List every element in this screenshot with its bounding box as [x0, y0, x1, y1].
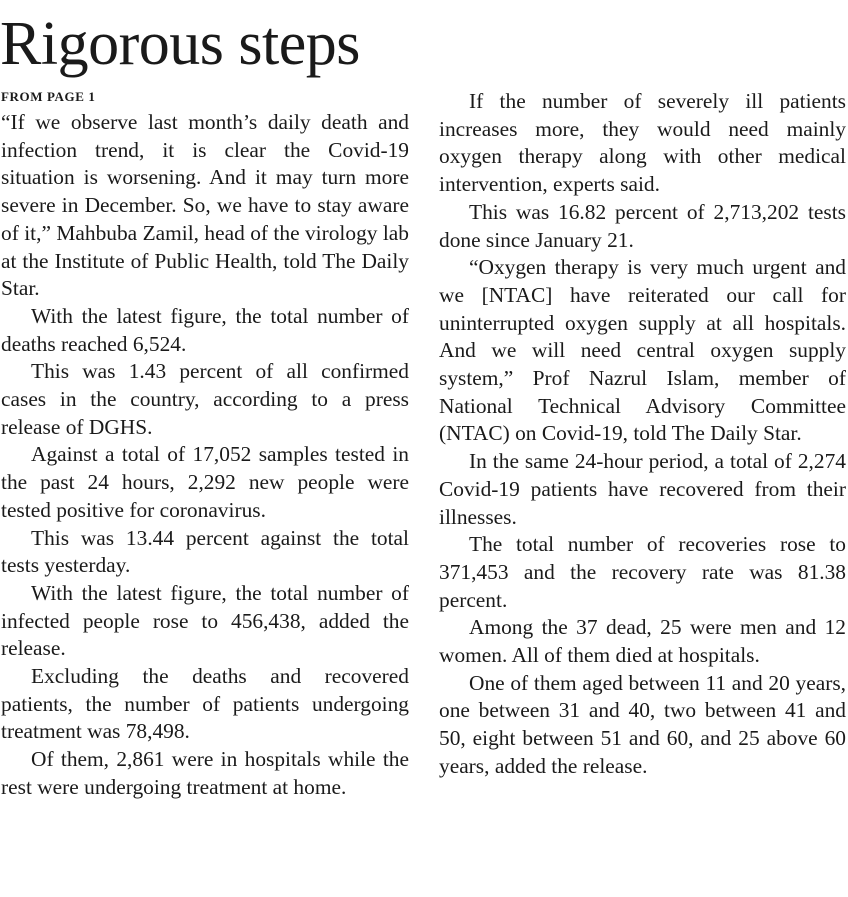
paragraph: This was 13.44 percent against the total tests yesterday. [1, 525, 409, 578]
paragraph: “If we observe last month’s daily death and infection trend, it is clear the Covid-19 situation is worsening. And it may turn more severe in December. So, we have to stay aware of it,” Mahbuba Zamil, head of the virology lab at the Institute of Public Health, told The Daily Star. [1, 110, 409, 301]
paragraph: This was 1.43 percent of all confirmed cases in the country, according to a press release of DGHS. [1, 359, 409, 439]
paragraph: In the same 24-hour period, a total of 2,274 Covid-19 patients have recovered from their illnesses. [439, 449, 846, 529]
paragraph: “Oxygen therapy is very much urgent and we [NTAC] have reiterated our call for uninterrupted oxygen supply at all hospitals. And we will need central oxygen supply system,” Prof Nazrul Islam, member of National Technical Advisory Committee (NTAC) on Covid-19, told The Daily Star. [439, 255, 846, 446]
paragraph: The total number of recoveries rose to 371,453 and the recovery rate was 81.38 percent. [439, 532, 846, 612]
paragraph: Of them, 2,861 were in hospitals while the rest were undergoing treatment at home. [1, 747, 409, 799]
left-column [1, 109, 409, 802]
paragraph: Against a total of 17,052 samples tested in the past 24 hours, 2,292 new people were tested positive for coronavirus. [1, 442, 409, 522]
paragraph: Among the 37 dead, 25 were men and 12 women. All of them died at hospitals. [439, 615, 846, 668]
jump-line: FROM PAGE 1 [1, 89, 96, 104]
headline: Rigorous steps [0, 10, 360, 78]
paragraph: With the latest figure, the total number of infected people rose to 456,438, added the release. [1, 580, 409, 661]
paragraph: With the latest figure, the total number of deaths reached 6,524. [1, 303, 409, 356]
paragraph: Excluding the deaths and recovered patients, the number of patients undergoing treatment was 78,498. [1, 664, 409, 744]
right-column [439, 88, 846, 781]
paragraph: One of them aged between 11 and 20 years, one between 31 and 40, two between 41 and 50, eight between 51 and 60, and 25 above 60 years, added the release. [439, 670, 846, 778]
paragraph: If the number of severely ill patients increases more, they would need mainly oxygen therapy along with other medical intervention, experts said. [439, 89, 846, 197]
paragraph: This was 16.82 percent of 2,713,202 tests done since January 21. [439, 199, 846, 252]
